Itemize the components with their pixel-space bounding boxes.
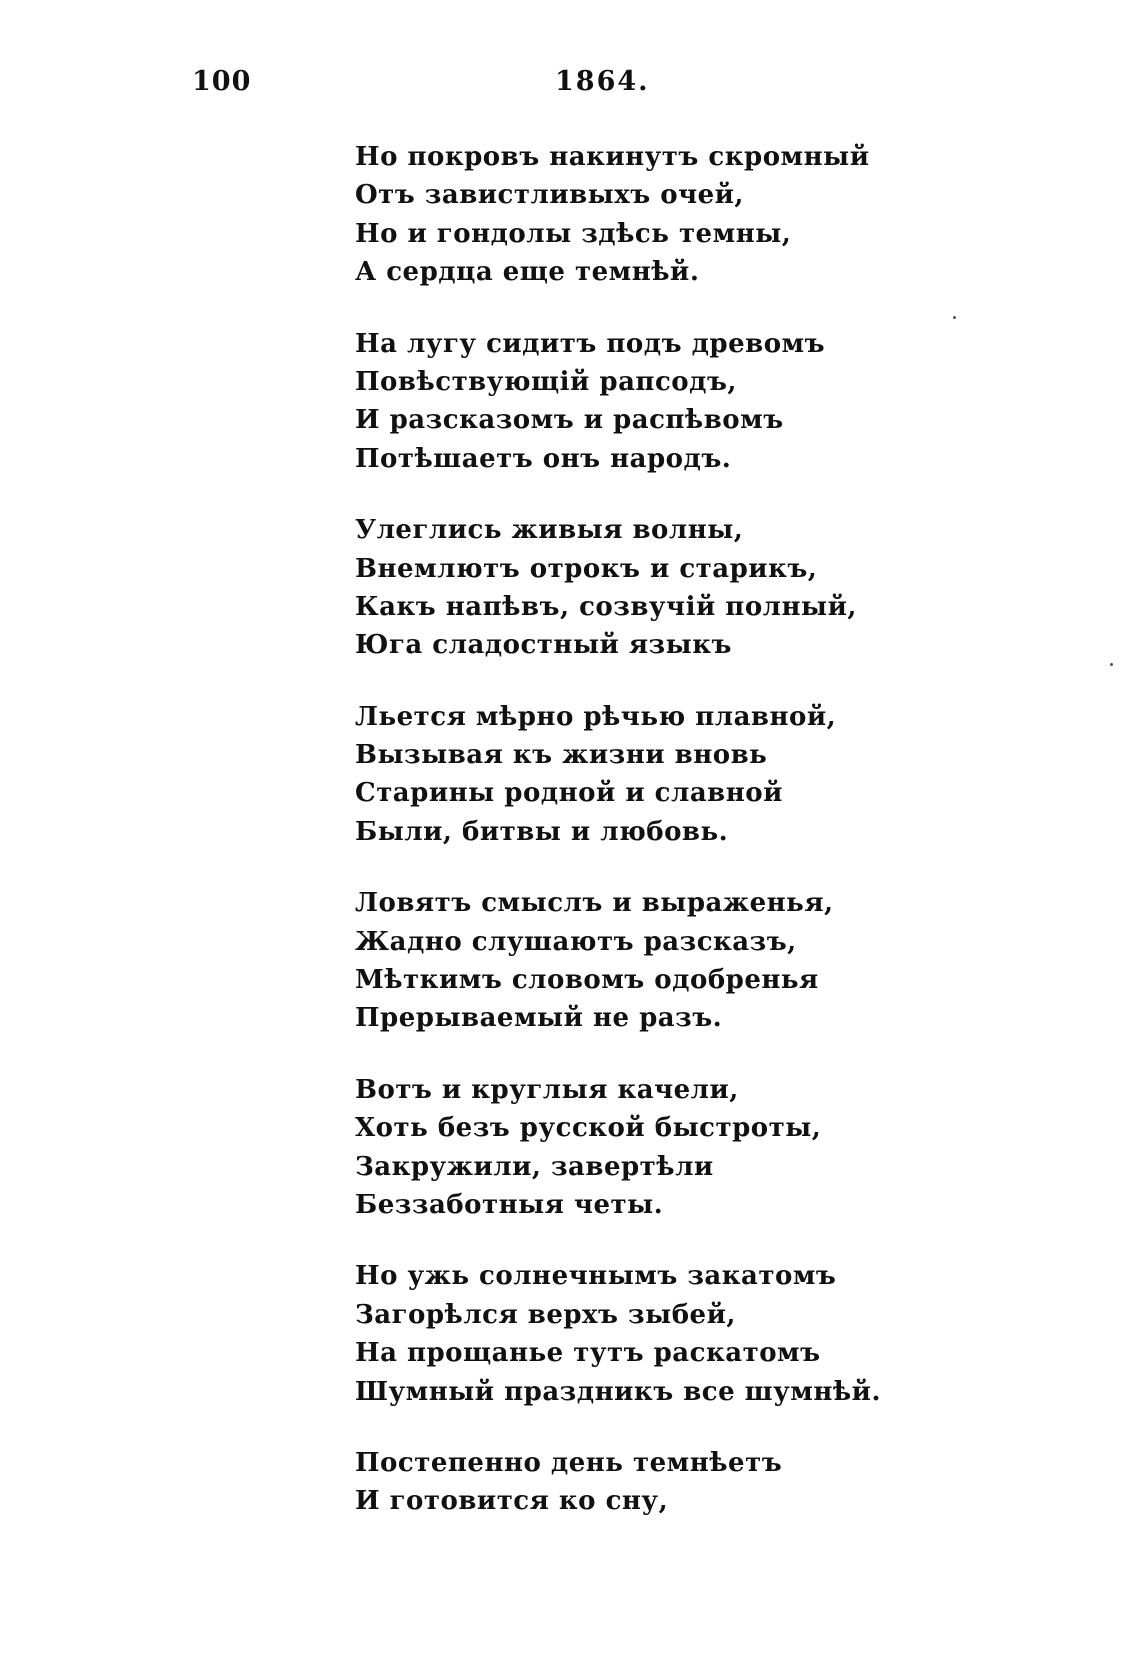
verse-line: Но ужь солнечнымъ закатомъ <box>355 1261 837 1292</box>
stanza <box>355 1444 815 1521</box>
verse-line: Закружили, завертѣли <box>355 1151 714 1182</box>
verse-line: Жадно слушаютъ разсказъ, <box>355 926 797 957</box>
stanza <box>355 138 870 292</box>
stanza <box>355 1257 882 1411</box>
verse-line: Отъ завистливыхъ очей, <box>355 180 744 211</box>
verse-line: Какъ напѣвъ, созвучій полный, <box>355 591 857 622</box>
verse-line: Юга сладостный языкъ <box>355 630 732 661</box>
stanza <box>355 884 834 1038</box>
scan-speck <box>1110 663 1113 666</box>
verse-line: Были, битвы и любовь. <box>355 816 729 847</box>
verse-line: Внемлютъ отрокъ и старикъ, <box>355 553 818 584</box>
verse-line: Но покровъ накинутъ скромный <box>355 142 870 172</box>
stanza <box>355 698 837 852</box>
verse-line: Повѣствующій рапсодъ, <box>355 366 737 397</box>
stanza <box>355 325 826 479</box>
verse-line: И готовится ко сну, <box>355 1486 669 1517</box>
poem-body <box>355 138 882 1554</box>
verse-line: Хоть безъ русской быстроты, <box>355 1113 822 1144</box>
verse-line: Постепенно день темнѣетъ <box>355 1447 783 1478</box>
verse-line: На лугу сидитъ подъ древомъ <box>355 328 826 359</box>
verse-line: Прерываемый не разъ. <box>355 1003 723 1034</box>
verse-line: Вотъ и круглыя качели, <box>355 1074 739 1105</box>
verse-line: Льется мѣрно рѣчью плавной, <box>355 701 837 732</box>
verse-line: Вызывая къ жизни вновь <box>355 740 768 771</box>
scan-speck <box>953 316 956 319</box>
running-head-year: 1864. <box>555 66 650 97</box>
stanza <box>355 511 857 665</box>
verse-line: На прощанье тутъ раскатомъ <box>355 1338 821 1369</box>
verse-line: Но и гондолы здѣсь темны, <box>355 218 792 249</box>
stanza <box>355 1071 822 1225</box>
page-number: 100 <box>192 66 252 97</box>
verse-line: Загорѣлся верхъ зыбей, <box>355 1299 736 1330</box>
verse-line: Мѣткимъ словомъ одобренья <box>355 965 819 996</box>
verse-line: Шумный праздникъ все шумнѣй. <box>355 1376 882 1407</box>
verse-line: Ловятъ смыслъ и выраженья, <box>355 888 834 919</box>
verse-line: Беззаботныя четы. <box>355 1189 664 1220</box>
verse-line: Улеглись живыя волны, <box>355 515 744 546</box>
verse-line: А сердца еще темнѣй. <box>355 257 700 288</box>
verse-line: Потѣшаетъ онъ народъ. <box>355 443 732 474</box>
verse-line: И разсказомъ и распѣвомъ <box>355 405 784 436</box>
verse-line: Старины родной и славной <box>355 778 783 809</box>
